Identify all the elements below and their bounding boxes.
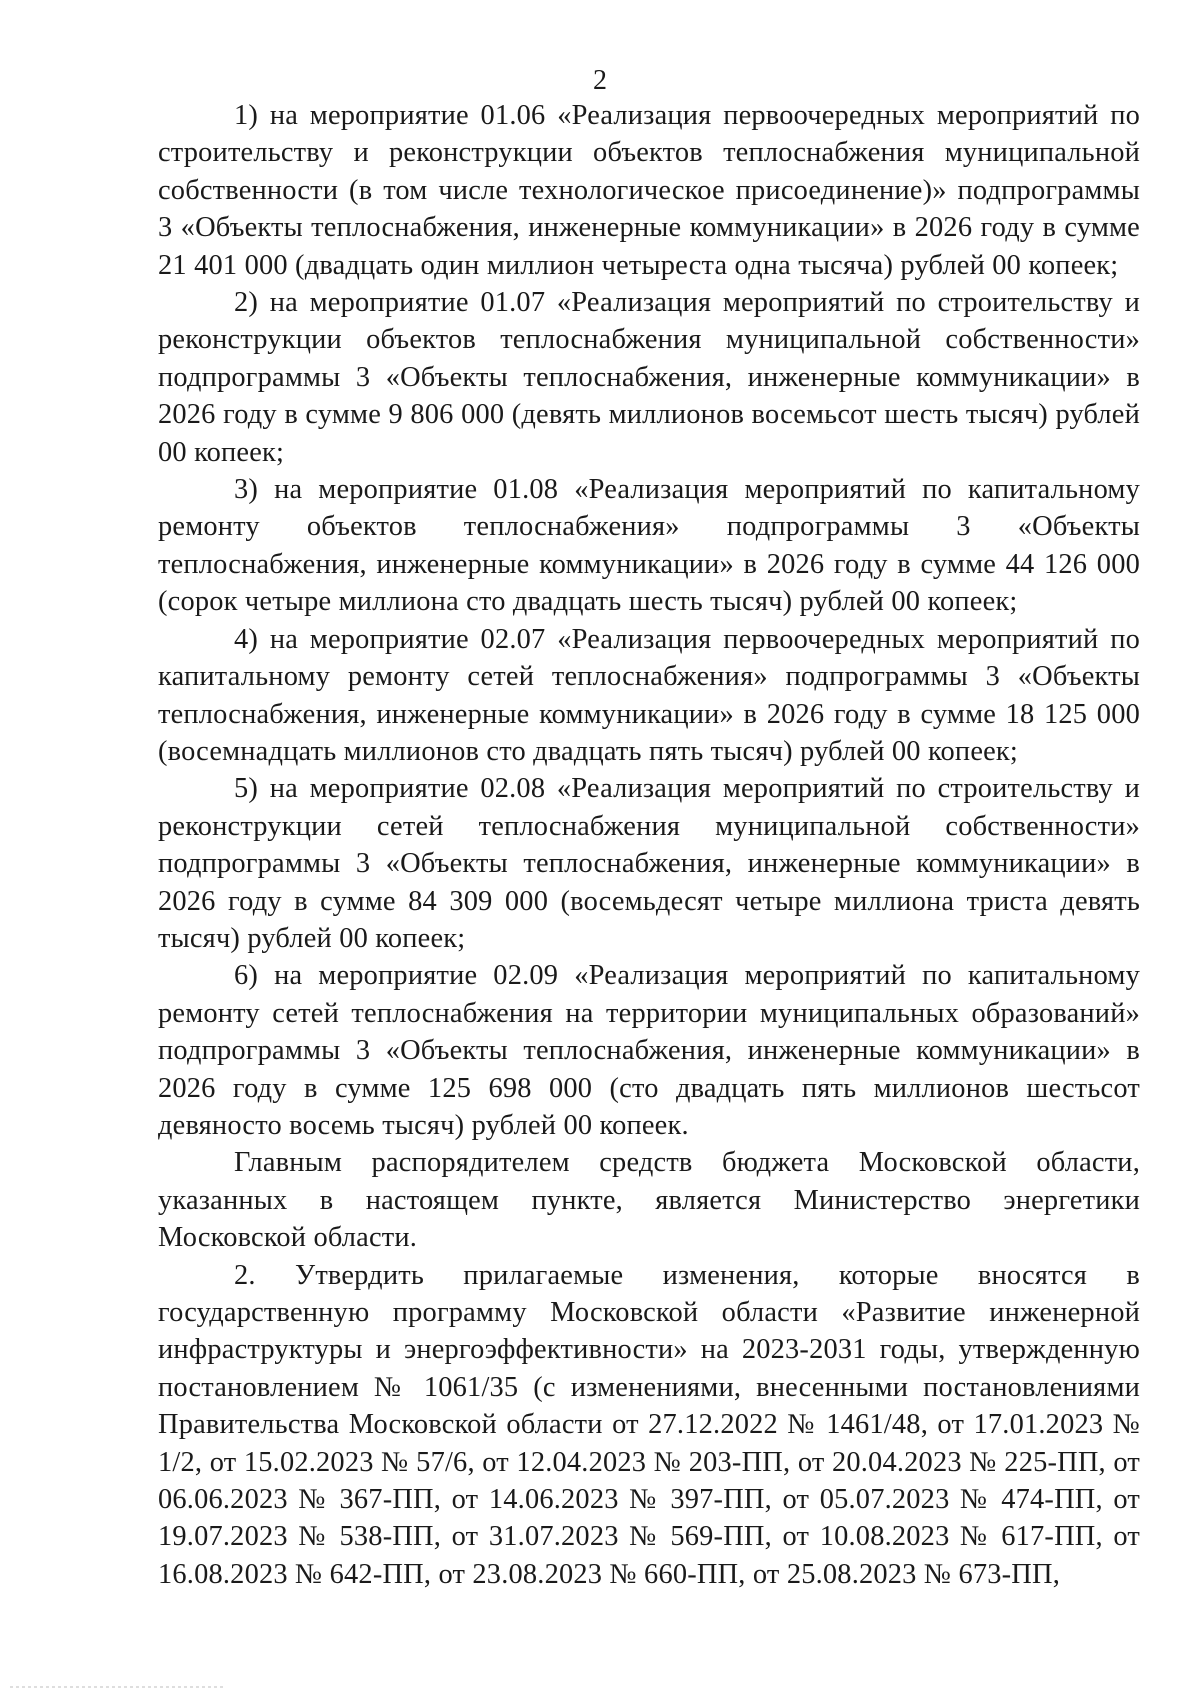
paragraph-item-4: 4) на мероприятие 02.07 «Реализация первоочередных мероприятий по капитальному ремонту сетей теплоснабжения» подпрограммы 3 «Объекты теплоснабжения, инженерные коммуникации» в 2026 году в сумме 18 125 000 (восемнадцать миллионов сто двадцать пять тысяч) рублей 00 копеек; (158, 623, 1140, 767)
paragraph-item-3: 3) на мероприятие 01.08 «Реализация мероприятий по капитальному ремонту объектов теплоснабжения» подпрограммы 3 «Объекты теплоснабжения, инженерные коммуникации» в 2026 году в сумме 44 126 000 (сорок четыре миллиона сто двадцать шесть тысяч) рублей 00 копеек; (158, 474, 1140, 618)
paragraph-clause-2: 2. Утвердить прилагаемые изменения, которые вносятся в государственную программу Московской области «Развитие инженерной инфраструктуры и энергоэффективности» на 2023-2031 годы, утвержденную постановлением № 1061/35 (с изменениями, внесенными постановлениями Правительства Московской области от 27.12.2022 № 1461/48, от 17.01.2023 № 1/2, от 15.02.2023 № 57/6, от 12.04.2023 № 203-ПП, от 20.04.2023 № 225-ПП, от 06.06.2023 № 367-ПП, от 14.06.2023 № 397-ПП, от 05.07.2023 № 474-ПП, от 19.07.2023 № 538-ПП, от 31.07.2023 № 569-ПП, от 10.08.2023 № 617-ПП, от 16.08.2023 № 642-ПП, от 23.08.2023 № 660-ПП, от 25.08.2023 № 673-ПП, (158, 1259, 1140, 1590)
paragraph-item-5: 5) на мероприятие 02.08 «Реализация мероприятий по строительству и реконструкции сетей теплоснабжения муниципальной собственности» подпрограммы 3 «Объекты теплоснабжения, инженерные коммуникации» в 2026 году в сумме 84 309 000 (восемьдесят четыре миллиона триста девять тысяч) рублей 00 копеек; (158, 773, 1140, 954)
paragraph-item-1: 1) на мероприятие 01.06 «Реализация первоочередных мероприятий по строительству и реконструкции объектов теплоснабжения муниципальной собственности (в том числе технологическое присоединение)» подпрограммы 3 «Объекты теплоснабжения, инженерные коммуникации» в 2026 году в сумме 21 401 000 (двадцать один миллион четыреста одна тысяча) рублей 00 копеек; (158, 100, 1140, 281)
page-number: 2 (593, 65, 607, 96)
document-body (158, 97, 1140, 1593)
paragraph-budget-administrator: Главным распорядителем средств бюджета Московской области, указанных в настоящем пункте, является Министерство энергетики Московской области. (158, 1147, 1140, 1254)
scan-artifact (10, 1686, 225, 1688)
paragraph-item-2: 2) на мероприятие 01.07 «Реализация мероприятий по строительству и реконструкции объектов теплоснабжения муниципальной собственности» подпрограммы 3 «Объекты теплоснабжения, инженерные коммуникации» в 2026 году в сумме 9 806 000 (девять миллионов восемьсот шесть тысяч) рублей 00 копеек; (158, 287, 1140, 468)
paragraph-item-6: 6) на мероприятие 02.09 «Реализация мероприятий по капитальному ремонту сетей теплоснабжения на территории муниципальных образований» подпрограммы 3 «Объекты теплоснабжения, инженерные коммуникации» в 2026 году в сумме 125 698 000 (сто двадцать пять миллионов шестьсот девяносто восемь тысяч) рублей 00 копеек. (158, 960, 1140, 1141)
